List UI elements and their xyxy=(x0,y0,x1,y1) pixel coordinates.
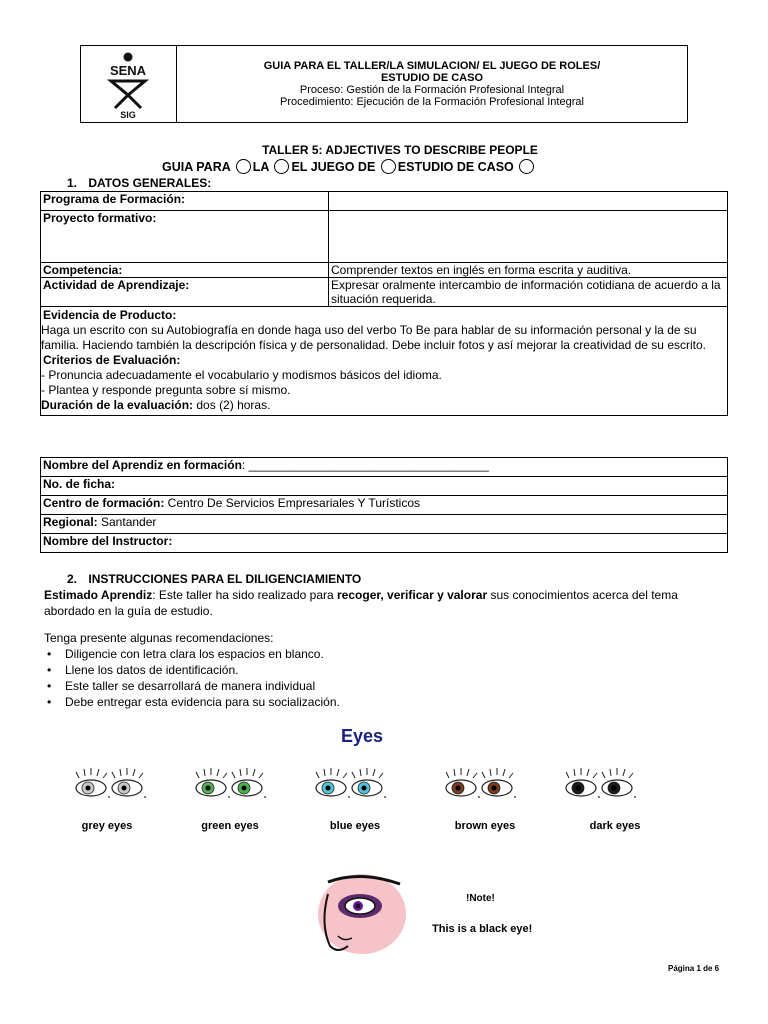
header-title-line2: ESTUDIO DE CASO xyxy=(380,72,484,84)
evidencia-text: Haga un escrito con su Autobiografía en donde haga uso del verbo To Be para hablar de su información personal y la de su familia. Haciendo también la descripción física y de personalidad. Debe incluir fotos y así mejorar la creatividad de su escrito. xyxy=(41,323,706,352)
section2-heading xyxy=(67,572,361,586)
sena-logo xyxy=(81,46,177,122)
regional-row xyxy=(41,515,728,534)
competencia-label: Competencia: xyxy=(41,263,329,278)
eye-shape xyxy=(566,768,600,798)
guide-type-selector xyxy=(162,159,536,174)
eye-shape xyxy=(482,768,516,798)
intro-bold: Estimado Aprendiz xyxy=(44,588,153,602)
criterio-2: - Plantea y responde pregunta sobre sí mismo. xyxy=(41,383,291,397)
sena-logo-icon xyxy=(81,46,176,122)
header-procedimiento: Procedimiento: Ejecución de la Formación Profesional Integral xyxy=(280,96,584,108)
blue-eyes-icon xyxy=(315,768,395,802)
ficha-label[interactable]: No. de ficha: xyxy=(41,477,728,496)
eye-label-brown: brown eyes xyxy=(454,820,516,832)
list-item: • Este taller se desarrollará de manera individual xyxy=(44,678,724,694)
section2-title: INSTRUCCIONES PARA EL DILIGENCIAMIENTO xyxy=(88,572,362,586)
eyes-title: Eyes xyxy=(341,726,384,746)
eye-pair-brown xyxy=(445,768,525,805)
list-item: • Diligencie con letra clara los espacios en blanco. xyxy=(44,646,724,662)
duracion-label: Duración de la evaluación: xyxy=(41,398,194,412)
eye-pair-blue xyxy=(315,768,395,805)
instructor-label[interactable]: Nombre del Instructor: xyxy=(41,534,728,553)
list-item: • Llene los datos de identificación. xyxy=(44,662,724,678)
eye-shape xyxy=(76,768,110,798)
intro-part2: sus conocimientos acerca del tema abordado en la guía de estudio. xyxy=(44,588,678,618)
section1-number: 1. xyxy=(67,176,78,190)
radio-option-extra[interactable] xyxy=(519,159,534,174)
black-eye-illustration xyxy=(310,874,410,963)
eye-shape xyxy=(232,768,266,798)
criterios-label: Criterios de Evaluación: xyxy=(43,353,181,367)
eye-pair-green xyxy=(195,768,275,805)
criterio-1: - Pronuncia adecuadamente el vocabulario y modismos básicos del idioma. xyxy=(41,368,442,382)
eye-shape xyxy=(112,768,146,798)
evidencia-label: Evidencia de Producto: xyxy=(43,308,177,322)
note-title: !Note! xyxy=(466,893,495,904)
proyecto-value[interactable] xyxy=(329,211,728,263)
programa-value[interactable] xyxy=(329,192,728,211)
header-proceso: Proceso: Gestión de la Formación Profesional Integral xyxy=(299,84,565,96)
note-text: This is a black eye! xyxy=(432,923,533,935)
regional-value: Santander xyxy=(97,515,157,529)
black-eye-face-icon xyxy=(310,874,410,960)
actividad-label: Actividad de Aprendizaje: xyxy=(41,278,329,307)
competencia-value: Comprender textos en inglés en forma escrita y auditiva. xyxy=(329,263,728,278)
section1-title: DATOS GENERALES: xyxy=(88,176,212,190)
centro-row xyxy=(41,496,728,515)
radio-option-estudio[interactable] xyxy=(381,159,396,174)
programa-label: Programa de Formación: xyxy=(41,192,329,211)
eye-pair-grey xyxy=(75,768,155,805)
list-item: • Debe entregar esta evidencia para su socialización. xyxy=(44,694,724,710)
radio-option-la[interactable] xyxy=(236,159,251,174)
eyes-row xyxy=(50,768,730,838)
brown-eyes-icon xyxy=(445,768,525,802)
grey-eyes-icon xyxy=(75,768,155,802)
proyecto-label: Proyecto formativo: xyxy=(41,211,329,263)
duracion-value: dos (2) horas. xyxy=(193,398,271,412)
guide-option-la: LA xyxy=(252,160,269,174)
actividad-value: Expresar oralmente intercambio de información cotidiana de acuerdo a la situación requerida. xyxy=(329,278,728,307)
recommend-text: Tenga presente algunas recomendaciones: xyxy=(44,631,274,645)
guide-option-juego: EL JUEGO DE xyxy=(291,160,376,174)
eye-pair-dark xyxy=(565,768,645,805)
aprendiz-value[interactable]: : ____________________________________ xyxy=(241,458,489,472)
eye-shape xyxy=(196,768,230,798)
section2-intro xyxy=(44,587,724,619)
logo-sub-text: SIG xyxy=(120,110,136,120)
intro-part1: : Este taller ha sido realizado para xyxy=(152,588,338,602)
header-title-line1: GUIA PARA EL TALLER/LA SIMULACION/ EL JUEGO DE ROLES/ xyxy=(263,60,601,72)
logo-text: SENA xyxy=(109,63,147,78)
header-text xyxy=(177,60,687,108)
page-number: Página 1 de 6 xyxy=(668,964,720,973)
eye-shape xyxy=(316,768,350,798)
green-eyes-icon xyxy=(195,768,275,802)
centro-label: Centro de formación: xyxy=(43,496,165,510)
datos-generales-table xyxy=(40,191,728,416)
section2-number: 2. xyxy=(67,572,78,586)
radio-option-juego[interactable] xyxy=(274,159,289,174)
recommend-list xyxy=(44,646,724,710)
eye-label-grey: grey eyes xyxy=(81,820,133,832)
eye-shape xyxy=(602,768,636,798)
eye-shape xyxy=(446,768,480,798)
aprendiz-table xyxy=(40,457,728,553)
guide-option-estudio: ESTUDIO DE CASO xyxy=(397,160,514,174)
aprendiz-label: Nombre del Aprendiz en formación xyxy=(43,458,242,472)
eye-shape xyxy=(352,768,386,798)
document-header xyxy=(80,45,688,123)
eye-label-dark: dark eyes xyxy=(589,820,641,832)
evidencia-cell xyxy=(41,307,728,416)
eye-label-green: green eyes xyxy=(201,820,259,832)
page-title: TALLER 5: ADJECTIVES TO DESCRIBE PEOPLE xyxy=(262,143,538,157)
dark-eyes-icon xyxy=(565,768,645,802)
centro-value: Centro De Servicios Empresariales Y Turísticos xyxy=(164,496,420,510)
eye-label-blue: blue eyes xyxy=(329,820,381,832)
aprendiz-row xyxy=(41,458,728,477)
guide-type-prefix: GUIA PARA xyxy=(162,160,231,174)
intro-bold2: recoger, verificar y valorar xyxy=(337,588,488,602)
regional-label: Regional: xyxy=(43,515,98,529)
section1-heading xyxy=(67,176,211,190)
